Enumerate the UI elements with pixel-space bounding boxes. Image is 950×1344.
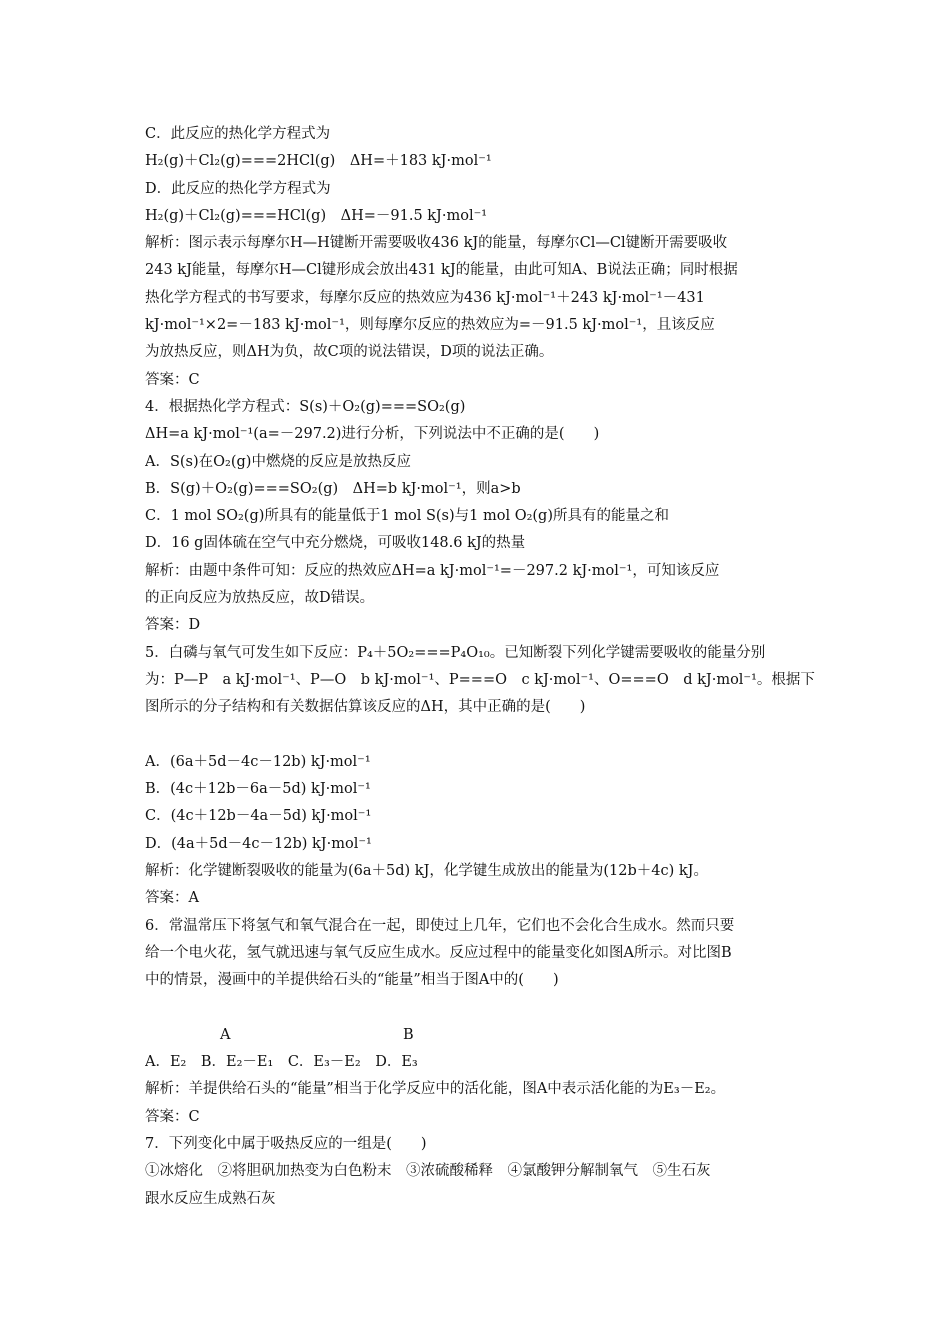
text-line: ①冰熔化 ②将胆矾加热变为白色粉末 ③浓硫酸稀释 ④氯酸钾分解制氧气 ⑤生石灰 bbox=[145, 1163, 711, 1180]
text-line: H₂(g)＋Cl₂(g)===2HCl(g) ΔH=＋183 kJ·mol⁻¹ bbox=[145, 153, 492, 170]
figure-label-a: A bbox=[220, 1026, 231, 1043]
figure-labels bbox=[145, 1022, 840, 1049]
text-line: 解析：羊提供给石头的“能量”相当于化学反应中的活化能，图A中表示活化能的为E₃－E₂。 bbox=[145, 1081, 726, 1098]
text-line: 图所示的分子结构和有关数据估算该反应的ΔH，其中正确的是( ) bbox=[145, 699, 586, 716]
text-line: D．此反应的热化学方程式为 bbox=[145, 180, 331, 197]
text-line: 解析：由题中条件可知：反应的热效应ΔH=a kJ·mol⁻¹=－297.2 kJ·mol⁻¹，可知该反应 bbox=[145, 562, 720, 579]
text-line: 6．常温常压下将氢气和氧气混合在一起，即使过上几年，它们也不会化合生成水。然而只要 bbox=[145, 917, 735, 934]
text-line: C．此反应的热化学方程式为 bbox=[145, 126, 331, 142]
text-line: D．(4a＋5d－4c－12b) kJ·mol⁻¹ bbox=[145, 835, 372, 852]
text-line: 给一个电火花，氢气就迅速与氧气反应生成水。反应过程中的能量变化如图A所示。对比图B bbox=[145, 944, 732, 961]
text-line: 7．下列变化中属于吸热反应的一组是( ) bbox=[145, 1135, 427, 1152]
text-line: B．S(g)＋O₂(g)===SO₂(g) ΔH=b kJ·mol⁻¹，则a>b bbox=[145, 480, 521, 497]
text-line: C．(4c＋12b－4a－5d) kJ·mol⁻¹ bbox=[145, 808, 372, 825]
text-line: 解析：化学键断裂吸收的能量为(6a＋5d) kJ，化学键生成放出的能量为(12b＋4c) kJ。 bbox=[145, 863, 708, 880]
text-line: kJ·mol⁻¹×2=－183 kJ·mol⁻¹，则每摩尔反应的热效应为=－91.5 kJ·mol⁻¹，且该反应 bbox=[145, 317, 715, 334]
text-block-2 bbox=[145, 1049, 840, 1213]
text-line: A．S(s)在O₂(g)中燃烧的反应是放热反应 bbox=[145, 453, 411, 470]
text-line: 答案：A bbox=[145, 890, 199, 907]
text-line: 解析：图示表示每摩尔H—H键断开需要吸收436 kJ的能量，每摩尔Cl—Cl键断开需要吸收 bbox=[145, 235, 728, 252]
text-line: B．(4c＋12b－6a－5d) kJ·mol⁻¹ bbox=[145, 781, 371, 798]
text-line: 答案：C bbox=[145, 371, 200, 388]
text-line: 答案：D bbox=[145, 617, 201, 634]
text-line: 跟水反应生成熟石灰 bbox=[145, 1190, 276, 1207]
text-line: 为放热反应，则ΔH为负，故C项的说法错误，D项的说法正确。 bbox=[145, 344, 554, 361]
text-line bbox=[145, 722, 840, 749]
text-line: A．E₂ B．E₂－E₁ C．E₃－E₂ D．E₃ bbox=[145, 1054, 418, 1071]
text-line: ΔH=a kJ·mol⁻¹(a=－297.2)进行分析，下列说法中不正确的是( ) bbox=[145, 426, 600, 443]
text-line: 中的情景，漫画中的羊提供给石头的“能量”相当于图A中的( ) bbox=[145, 972, 559, 989]
text-line: 答案：C bbox=[145, 1108, 200, 1125]
text-line: H₂(g)＋Cl₂(g)===HCl(g) ΔH=－91.5 kJ·mol⁻¹ bbox=[145, 207, 488, 224]
text-line: D．16 g固体硫在空气中充分燃烧，可吸收148.6 kJ的热量 bbox=[145, 535, 526, 552]
text-line: A．(6a＋5d－4c－12b) kJ·mol⁻¹ bbox=[145, 753, 371, 770]
text-line: C．1 mol SO₂(g)所具有的能量低于1 mol S(s)与1 mol O₂(g)所具有的能量之和 bbox=[145, 508, 669, 525]
text-line: 热化学方程式的书写要求，每摩尔反应的热效应为436 kJ·mol⁻¹＋243 kJ·mol⁻¹－431 bbox=[145, 289, 705, 306]
text-line: 4．根据热化学方程式：S(s)＋O₂(g)===SO₂(g) bbox=[145, 398, 466, 415]
text-line: 的正向反应为放热反应，故D错误。 bbox=[145, 590, 375, 607]
text-line bbox=[145, 995, 840, 1022]
text-line: 为：P—P a kJ·mol⁻¹、P—O b kJ·mol⁻¹、P===O c kJ·mol⁻¹、O===O d kJ·mol⁻¹。根据下 bbox=[145, 671, 815, 688]
figure-label-b: B bbox=[403, 1026, 414, 1043]
text-block-1 bbox=[145, 121, 840, 1022]
text-line: 243 kJ能量，每摩尔H—Cl键形成会放出431 kJ的能量，由此可知A、B说法正确；同时根据 bbox=[145, 262, 738, 279]
text-line: 5．白磷与氧气可发生如下反应：P₄＋5O₂===P₄O₁₀。已知断裂下列化学键需要吸收的能量分别 bbox=[145, 644, 766, 661]
